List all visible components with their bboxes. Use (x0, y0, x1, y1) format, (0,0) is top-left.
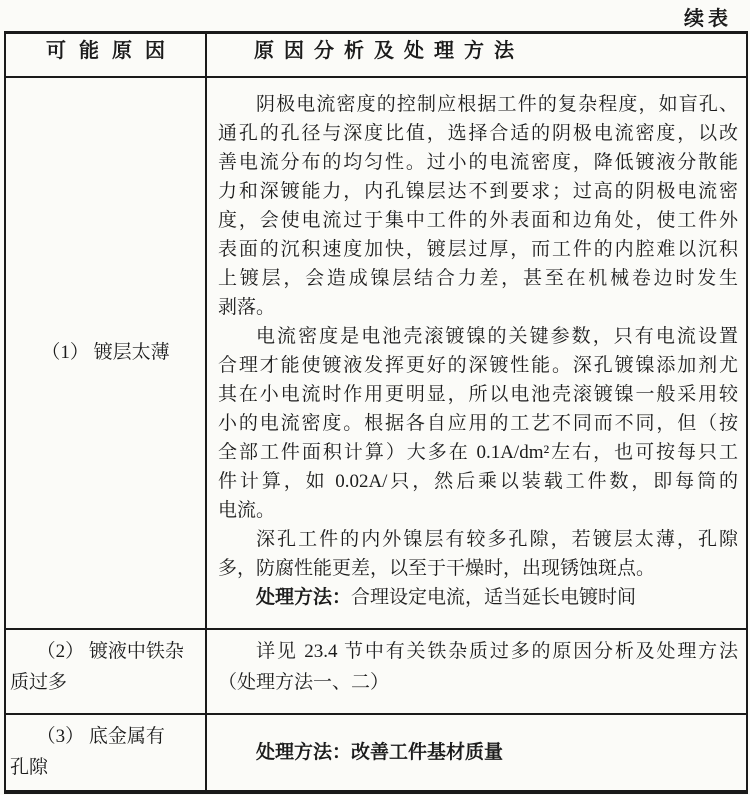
text-line: 件计算，如 0.02A/只，然后乘以装载工件数，即每筒的 (218, 470, 738, 492)
text-line: 度，会使电流过于集中工件的外表面和边角处，使工件外 (218, 209, 738, 231)
text-line: （3） 底金属有 (36, 725, 165, 747)
text-line: 表面的沉积速度加快，镀层过厚，而工件的内腔难以沉积 (218, 238, 738, 260)
text-line: 详见 23.4 节中有关铁杂质过多的原因分析及处理方法 (256, 640, 738, 662)
text-line: 全部工件面积计算）大多在 0.1A/dm²左右，也可按每只工 (218, 441, 738, 463)
text-line: 孔隙 (10, 756, 49, 778)
text-line: 通孔的孔径与深度比值，选择合适的阴极电流密度，以改 (218, 122, 738, 144)
text-line: 其在小电流时作用更明显，所以电池壳滚镀镍一般采用较 (218, 383, 738, 405)
method-label: 处理方法： (256, 741, 352, 763)
text-line: 多，防腐性能更差，以至于干燥时，出现锈蚀斑点。 (218, 557, 656, 579)
text-line: 电流密度是电池壳滚镀镍的关键参数，只有电流设置 (256, 325, 738, 347)
table-row (5, 629, 747, 714)
text-line: （2） 镀液中铁杂 (36, 640, 184, 662)
text-line: 合理才能使镀液发挥更好的深镀性能。深孔镀镍添加剂尤 (218, 354, 738, 376)
text-line: 剥落。 (218, 296, 276, 318)
continued-table-label: 续表 (684, 8, 732, 30)
text-line: 上镀层，会造成镍层结合力差，甚至在机械卷边时发生 (218, 267, 738, 289)
text-line: （处理方法一、二） (218, 671, 390, 693)
analysis-cell-iron-impurity (206, 629, 747, 714)
cause-cell-base-metal-porosity (5, 714, 206, 792)
text-line: 质过多 (10, 671, 68, 693)
text-line: 力和深镀能力，内孔镍层达不到要求；过高的阴极电流密 (218, 180, 738, 202)
cause-cell-iron-impurity (5, 629, 206, 714)
text-line: （1） 镀层太薄 (41, 342, 170, 363)
table-header-row (5, 33, 747, 77)
troubleshooting-table (4, 31, 748, 794)
method-line: 处理方法：改善工件基材质量 (256, 741, 504, 763)
text-line: 深孔工件的内外镍层有较多孔隙，若镀层太薄，孔隙 (256, 528, 738, 550)
analysis-cell-base-metal-porosity (206, 714, 747, 792)
cause-cell-coating-too-thin (5, 77, 206, 629)
text-line: 善电流分布的均匀性。过小的电流密度，降低镀液分散能 (218, 151, 738, 173)
method-label: 处理方法： (256, 586, 352, 608)
column-header-cause: 可能原因 (5, 33, 206, 77)
column-header-analysis: 原因分析及处理方法 (206, 33, 747, 77)
table-row (5, 77, 747, 629)
analysis-cell-coating-too-thin (206, 77, 747, 629)
text-line: 阴极电流密度的控制应根据工件的复杂程度，如盲孔、 (256, 93, 738, 115)
text-line: 电流。 (218, 499, 276, 521)
method-line: 处理方法：合理设定电流，适当延长电镀时间 (256, 586, 637, 608)
text-line: 小的电流密度。根据各自应用的工艺不同而不同，但（按 (218, 412, 738, 434)
table-row (5, 714, 747, 792)
